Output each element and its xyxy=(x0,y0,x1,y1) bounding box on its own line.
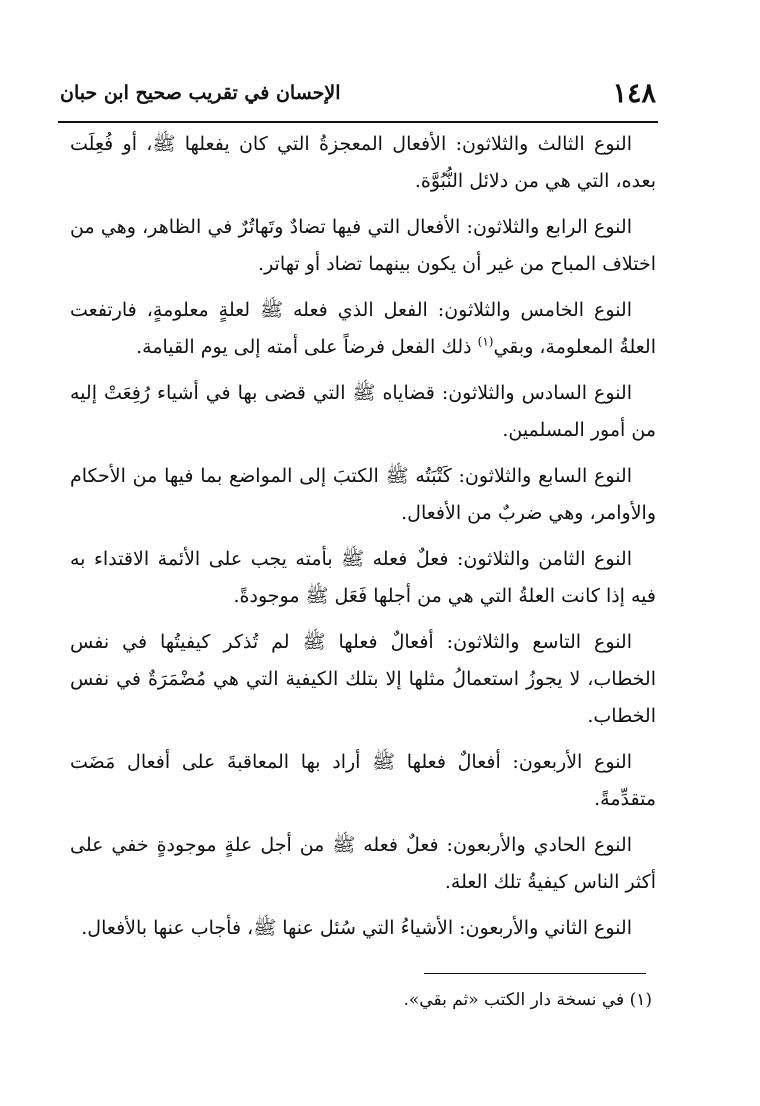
page-number: ١٤٨ xyxy=(612,78,656,109)
footnote-marker: (١) xyxy=(477,334,494,349)
footnote-text: في نسخة دار الكتب «ثم بقي». xyxy=(403,990,625,1010)
paragraph-type-40: النوع الأربعون: أفعالٌ فعلها ﷺ أراد بها المعاقبةَ على أفعال مَضَت متقدِّمةً. xyxy=(70,751,656,810)
paragraph-type-38: النوع الثامن والثلاثون: فعلٌ فعله ﷺ بأمته يجب على الأئمة الاقتداء به فيه إذا كانت العلةُ التي هي من أجلها فَعَل ﷺ موجودةً. xyxy=(70,548,656,607)
header-divider xyxy=(58,121,658,123)
paragraph-type-33: النوع الثالث والثلاثون: الأفعال المعجزةُ التي كان يفعلها ﷺ، أو فُعِلَت بعده، التي هي من دلائل النُّبُوَّة. xyxy=(70,133,656,192)
paragraph-type-34: النوع الرابع والثلاثون: الأفعال التي فيها تضادٌ وتَهاتُرٌ في الظاهر، وهي من اختلاف المباح من غير أن يكون بينهما تضاد أو تهاتر. xyxy=(70,216,656,275)
paragraph-type-39: النوع التاسع والثلاثون: أفعالٌ فعلها ﷺ لم تُذكر كيفيتُها في نفس الخطاب، لا يجوزُ استعمالُ مثلها إلا بتلك الكيفية التي هي مُضْمَرَةٌ في نفس الخطاب. xyxy=(70,631,656,727)
running-title: الإحسان في تقريب صحيح ابن حبان xyxy=(60,82,341,104)
main-text xyxy=(70,126,656,956)
footnote xyxy=(300,986,652,1014)
footnote-number: (١) xyxy=(629,990,652,1010)
paragraph-type-36: النوع السادس والثلاثون: قضاياه ﷺ التي قضى بها في أشياء رُفِعَتْ إليه من أمور المسلمين. xyxy=(70,382,656,441)
footnote-divider xyxy=(424,973,646,974)
paragraph-type-37: النوع السابع والثلاثون: كَتْبَتُه ﷺ الكتبَ إلى المواضع بما فيها من الأحكام والأوامر، وهي ضربٌ من الأفعال. xyxy=(70,465,656,524)
paragraph-type-41: النوع الحادي والأربعون: فعلٌ فعله ﷺ من أجل علةٍ موجودةٍ خفي على أكثر الناس كيفيةُ تلك العلة. xyxy=(70,834,656,893)
page-header xyxy=(60,78,656,118)
paragraph-type-35: النوع الخامس والثلاثون: الفعل الذي فعله ﷺ لعلةٍ معلومةٍ، فارتفعت العلةُ المعلومة، وبقي$^{(١)}$ ذلك الفعل فرضاً على أمته إلى يوم القيامة. xyxy=(70,299,656,358)
paragraph-type-42: النوع الثاني والأربعون: الأشياءُ التي سُئل عنها ﷺ، فأجاب عنها بالأفعال. xyxy=(81,917,632,939)
